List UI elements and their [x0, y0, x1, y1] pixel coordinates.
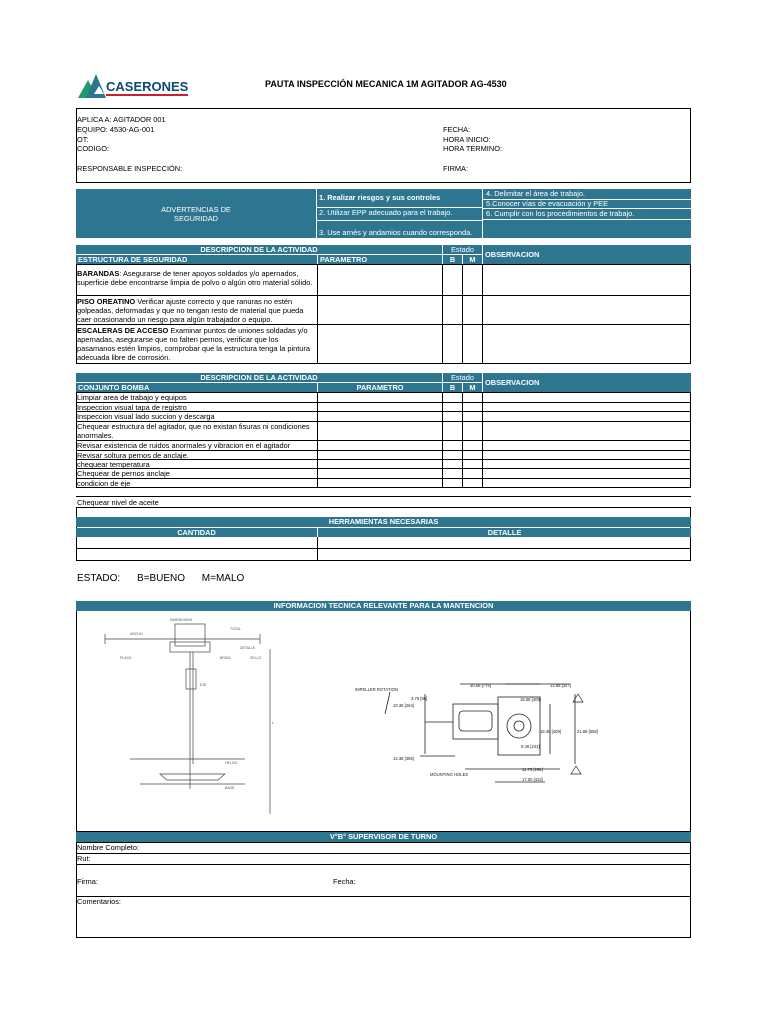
svg-text:EJE: EJE [200, 683, 207, 687]
advertencias-label: ADVERTENCIAS DE SEGURIDAD [76, 189, 316, 238]
herramientas-detalle: DETALLE [318, 528, 691, 537]
t2-sub-header: CONJUNTO BOMBA [76, 383, 317, 392]
t1-desc-header: DESCRIPCION DE LA ACTIVIDAD [76, 245, 442, 254]
codigo-label: CODIGO: [77, 144, 110, 153]
mounting-holes-label: MOUNTING HOLES [430, 772, 469, 777]
t1-row-escaleras: ESCALERAS DE ACCESO Examinar puntos de uniones soldadas y/o apernadas, asegurarse que no falten pernos, verificar que los pasamanos estén limpios, comprobar que la estructura tenga la pintura adecuada libre de corrosión. [77, 326, 310, 362]
t1-b-header: B [443, 255, 462, 264]
logo [76, 70, 191, 100]
svg-text:CASERONES: CASERONES [106, 79, 189, 94]
info-tecnica-header: INFORMACION TECNICA RELEVANTE PARA LA MANTENCION [76, 601, 691, 611]
herramientas-cantidad: CANTIDAD [76, 528, 317, 537]
t2-b-header: B [443, 383, 462, 392]
caserones-logo-icon [76, 70, 191, 100]
advertencia-item-1: 1. Realizar riesgos y sus controles [317, 189, 482, 207]
svg-text:TOTAL: TOTAL [230, 627, 241, 631]
equipo-label: EQUIPO: 4530-AG-001 [77, 125, 155, 134]
svg-text:HELICE: HELICE [225, 761, 238, 765]
svg-text:12.88 [327]: 12.88 [327] [550, 683, 571, 688]
svg-text:16.58 [408]: 16.58 [408] [520, 697, 541, 702]
hora-termino-label: HORA TERMINO: [443, 144, 502, 153]
svg-text:15.38 [409]: 15.38 [409] [540, 729, 561, 734]
svg-text:14.38 [365]: 14.38 [365] [393, 756, 414, 761]
supervisor-box [76, 842, 691, 938]
t1-row-barandas: BARANDAS: Asegurarse de tener apoyos soldados y/o apernados, superficie debe encontrarse limpia de polvo o algún otro material sólido. [77, 269, 313, 287]
t2-row-5: Revisar existencia de ruidos anormales y vibracion en el agitador [77, 441, 291, 450]
advertencia-item-4: 4. Delimitar el área de trabajo. [483, 189, 691, 199]
estado-legend: ESTADO: B=BUENO M=MALO [77, 573, 245, 584]
svg-text:3.75 [95]: 3.75 [95] [411, 696, 428, 701]
t2-row-8: Chequear de pernos anclaje [77, 469, 170, 478]
t1-param-header: PARAMETRO [318, 255, 442, 264]
svg-text:ANCHO: ANCHO [130, 632, 143, 636]
t2-m-header: M [463, 383, 482, 392]
svg-text:17.00 [432]: 17.00 [432] [522, 777, 543, 782]
aplica-label: APLICA A: AGITADOR 001 [77, 115, 166, 124]
t2-param-header: PARAMETRO [318, 383, 442, 392]
supervisor-firma: Firma: [77, 877, 98, 886]
firma-label: FIRMA: [443, 164, 469, 173]
t2-desc-header: DESCRIPCION DE LA ACTIVIDAD [76, 373, 442, 382]
t1-estado-header: Estado [443, 245, 482, 254]
svg-text:11.75 [298]: 11.75 [298] [522, 767, 543, 772]
responsable-label: RESPONSABLE INSPECCIÓN: [77, 164, 183, 173]
supervisor-fecha: Fecha: [333, 877, 356, 886]
svg-text:L: L [272, 721, 274, 725]
t2-row-1: Limpiar area de trabajo y equipos [77, 393, 187, 402]
supervisor-header: V°B° SUPERVISOR DE TURNO [76, 832, 691, 842]
t2-estado-header: Estado [443, 373, 482, 382]
advertencia-item-5: 5.Conocer vías de evacuación y PEE [483, 200, 691, 208]
t2-row-4: Chequear estructura del agitador, que no existan fisuras ni condiciones anormales. [77, 422, 310, 440]
advertencia-item-6: 6. Cumplir con los procedimientos de trabajo. [483, 209, 691, 219]
svg-text:21.88 [556]: 21.88 [556] [577, 729, 598, 734]
t2-row-aceite: Chequear nivel de aceite [77, 498, 159, 507]
svg-text:30.56 [776]: 30.56 [776] [470, 683, 491, 688]
t2-row-6: Revisar soltura pernos de anclaje. [77, 451, 189, 460]
advertencia-item-3: 3. Use arnés y andamios cuando corresponda. [317, 221, 482, 238]
t2-row-3: Inspeccion visual lado succion y descarga [77, 412, 215, 421]
agitator-top-drawing [345, 664, 615, 799]
t1-m-header: M [463, 255, 482, 264]
svg-text:9.38 [243]: 9.38 [243] [521, 744, 540, 749]
t2-obs-header: OBSERVACION [483, 373, 691, 392]
svg-text:BRIDA: BRIDA [220, 656, 231, 660]
svg-text:SELLO: SELLO [250, 656, 262, 660]
supervisor-rut: Rut: [77, 854, 91, 863]
t1-sub-header: ESTRUCTURA DE SEGURIDAD [76, 255, 317, 264]
t2-row-7: chequear temperatura [77, 460, 150, 469]
t1-row-piso: PISO OREATINO Verificar ajuste correcto y que ranuras no estén golpeadas, deformadas y que no tengan resto de material que pueda caer ocasionando un riesgo para algún trabajador o equipo. [77, 297, 304, 324]
advertencia-item-2: 2. Utilizar EPP adecuado para el trabajo. [317, 208, 482, 220]
svg-text:DIMENSIONS: DIMENSIONS [170, 618, 193, 622]
page-title: PAUTA INSPECCIÓN MECANICA 1M AGITADOR AG-4530 [265, 79, 507, 89]
hora-inicio-label: HORA INICIO: [443, 135, 491, 144]
impeller-rotation-label: IMPELLER ROTATION [355, 687, 398, 692]
advertencia-filler [483, 220, 691, 238]
herramientas-header: HERRAMIENTAS NECESARIAS [76, 517, 691, 527]
agitator-side-drawing [100, 614, 300, 829]
supervisor-nombre: Nombre Completo: [77, 843, 140, 852]
fecha-label: FECHA: [443, 125, 471, 134]
svg-text:PLACA: PLACA [120, 656, 132, 660]
svg-text:DETALLE: DETALLE [240, 646, 256, 650]
supervisor-comentarios: Comentarios: [77, 897, 121, 906]
t1-obs-header: OBSERVACION [483, 245, 691, 264]
svg-text:BASE: BASE [225, 786, 235, 790]
svg-text:10.38 [264]: 10.38 [264] [393, 703, 414, 708]
t2-row-2: Inspeccion visual tapa de registro [77, 403, 187, 412]
t2-row-9: condicion de eje [77, 479, 131, 488]
ot-label: OT: [77, 135, 89, 144]
